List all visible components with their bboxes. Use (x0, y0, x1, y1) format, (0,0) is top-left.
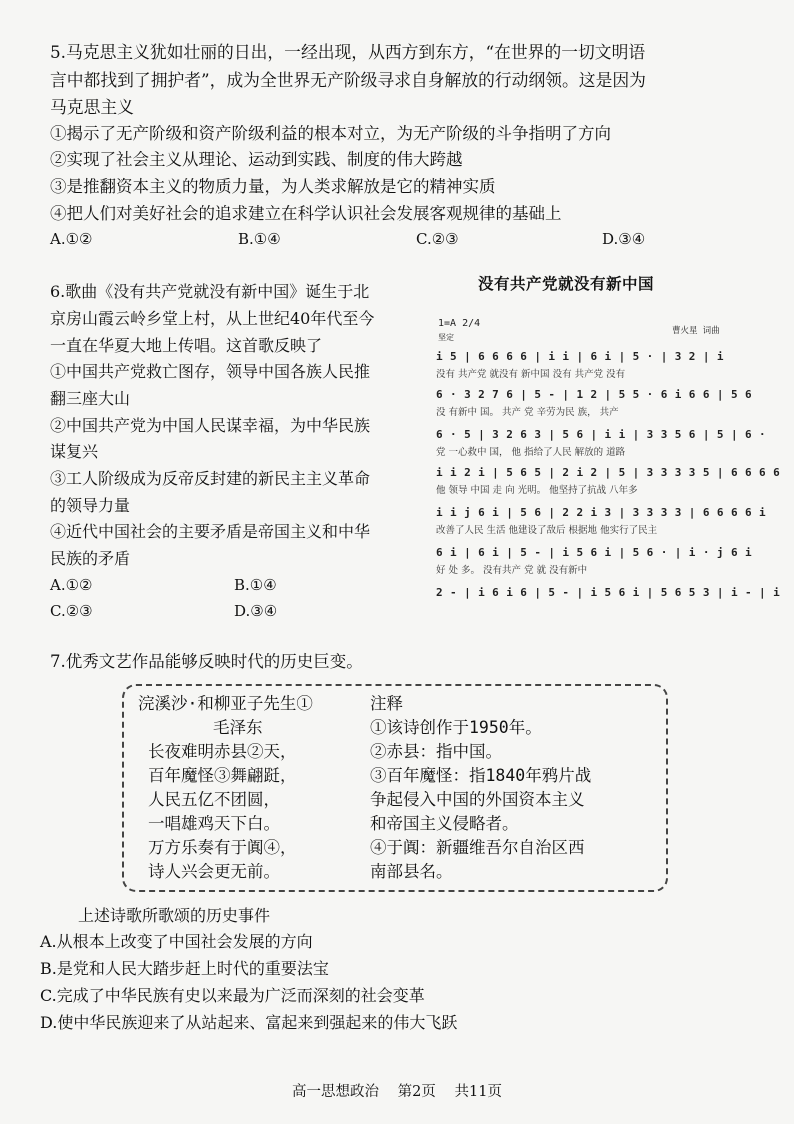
score-lyrics: 没 有新中 国。 共产 党 辛劳为民 族， 共产 (436, 407, 619, 418)
q7-question: 上述诗歌所歌颂的历史事件 (78, 906, 271, 925)
poem-title: 浣溪沙·和柳亚子先生① (138, 694, 313, 713)
q6-option-b[interactable]: B.①④ (234, 576, 277, 594)
q5-statement: ④把人们对美好社会的追求建立在科学认识社会发展客观规律的基础上 (50, 204, 562, 223)
q6-option-c[interactable]: C.②③ (50, 602, 93, 620)
poem-line: 万方乐奏有于阗④， (148, 838, 297, 857)
q6-stem-line: 6.歌曲《没有共产党就没有新中国》诞生于北 (50, 282, 370, 301)
score-lyrics: 他 领导 中国 走 向 光明。 他坚持了抗战 八年多 (436, 485, 638, 496)
score-author: 曹火星 词曲 (672, 326, 720, 336)
q5-option-c[interactable]: C.②③ (416, 230, 459, 248)
score-notes: 2 - | i 6 i 6 | 5 - | i 5 6 i | 5 6 5 3 | i - | i (436, 586, 781, 599)
note-line: 争起侵入中国的外国资本主义 (370, 790, 585, 809)
q7-option-a[interactable]: A.从根本上改变了中国社会发展的方向 (40, 932, 313, 951)
q5-statement: ②实现了社会主义从理论、运动到实践、制度的伟大跨越 (50, 150, 463, 169)
score-lyrics: 党 一心救中 国， 他 指给了人民 解放的 道路 (436, 447, 626, 458)
q5-stem-line: 言中都找到了拥护者”，成为全世界无产阶级寻求自身解放的行动纲领。这是因为 (50, 70, 646, 90)
score-notes: i i j 6 i | 5 6 | 2 2 i 3 | 3 3 3 3 | 6 6 6 6 i (436, 506, 767, 519)
q6-statement: 翻三座大山 (50, 389, 131, 408)
poem-author: 毛泽东 (213, 718, 263, 737)
q5-statement: ③是推翻资本主义的物质力量，为人类求解放是它的精神实质 (50, 177, 496, 196)
q5-option-a[interactable]: A.①② (50, 230, 93, 248)
score-notes: 6 · 5 | 3 2 6 3 | 5 6 | i i | 3 3 5 6 | 5 | 6 · (436, 428, 767, 441)
q6-statement: ②中国共产党为中国人民谋幸福，为中华民族 (50, 416, 371, 435)
score-key: 1=A 2/4 (438, 318, 481, 329)
poem-line: 长夜难明赤县②天， (148, 742, 297, 761)
score-notes: 6 i | 6 i | 5 - | i 5 6 i | 5 6 · | i · j 6 i (436, 546, 753, 559)
notes-title: 注释 (370, 694, 403, 713)
q6-stem-line: 一直在华夏大地上传唱。这首歌反映了 (50, 336, 323, 355)
score-notes: 6 · 3 2 7 6 | 5 - | 1 2 | 5 5 · 6 i 6 6 | 5 6 (436, 388, 753, 401)
score-lyrics: 改善了人民 生活 他建设了敌后 根据地 他实行了民主 (436, 525, 658, 536)
q6-statement: 民族的矛盾 (50, 549, 131, 568)
q6-statement: ①中国共产党救亡图存，领导中国各族人民推 (50, 362, 371, 381)
footer-subject: 高一思想政治 (292, 1084, 380, 1100)
footer-page-number: 第2页 (397, 1084, 436, 1100)
q5-option-b[interactable]: B.①④ (238, 230, 281, 248)
poem-line: 诗人兴会更无前。 (148, 862, 280, 881)
note-line: ④于阗：新疆维吾尔自治区西 (370, 838, 585, 857)
q6-option-a[interactable]: A.①② (50, 576, 93, 594)
q5-stem-line: 马克思主义 (50, 97, 134, 117)
score-notes: i 5 | 6 6 6 6 | i i | 6 i | 5 · | 3 2 | i (436, 350, 724, 363)
poem-line: 百年魔怪③舞翩跹， (148, 766, 297, 785)
note-line: 南部县名。 (370, 862, 453, 881)
q6-statement: ④近代中国社会的主要矛盾是帝国主义和中华 (50, 522, 371, 541)
poem-line: 人民五亿不团圆， (148, 790, 280, 809)
note-line: ①该诗创作于1950年。 (370, 718, 542, 737)
q5-stem-line: 5.马克思主义犹如壮丽的日出，一经出现，从西方到东方，“在世界的一切文明语 (50, 42, 646, 62)
q7-option-d[interactable]: D.使中华民族迎来了从站起来、富起来到强起来的伟大飞跃 (40, 1013, 458, 1032)
q6-stem-line: 京房山霞云岭乡堂上村，从上世纪40年代至今 (50, 309, 375, 328)
footer-total-pages: 共11页 (454, 1084, 502, 1100)
q5-option-d[interactable]: D.③④ (602, 230, 646, 248)
score-tempo: 坚定 (438, 333, 454, 342)
note-line: 和帝国主义侵略者。 (370, 814, 519, 833)
poem-line: 一唱雄鸡天下白。 (148, 814, 280, 833)
score-notes: i i 2 i | 5 6 5 | 2 i 2 | 5 | 3 3 3 3 5 | 6 6 6 6 (436, 466, 781, 479)
score-title: 没有共产党就没有新中国 (478, 274, 655, 293)
q6-statement: ③工人阶级成为反帝反封建的新民主主义革命 (50, 469, 371, 488)
score-lyrics: 好 处 多。 没有共产 党 就 没有新中 (436, 565, 588, 576)
note-line: ②赤县：指中国。 (370, 742, 502, 761)
score-lyrics: 没有 共产党 就没有 新中国 没有 共产党 没有 (436, 369, 626, 380)
q6-options-row2 (50, 602, 277, 620)
note-line: ③百年魔怪：指1840年鸦片战 (370, 766, 592, 785)
q6-statement: 的领导力量 (50, 496, 131, 515)
q7-stem: 7.优秀文艺作品能够反映时代的历史巨变。 (50, 652, 363, 671)
q7-option-b[interactable]: B.是党和人民大踏步赶上时代的重要法宝 (40, 959, 329, 978)
q6-options-row1 (50, 576, 277, 594)
q5-statement: ①揭示了无产阶级和资产阶级利益的根本对立，为无产阶级的斗争指明了方向 (50, 124, 611, 143)
q5-options (50, 230, 645, 248)
q6-statement: 谋复兴 (50, 442, 99, 461)
q7-option-c[interactable]: C.完成了中华民族有史以来最为广泛而深刻的社会变革 (40, 986, 425, 1005)
q6-option-d[interactable]: D.③④ (234, 602, 278, 620)
page-footer (0, 1080, 794, 1101)
